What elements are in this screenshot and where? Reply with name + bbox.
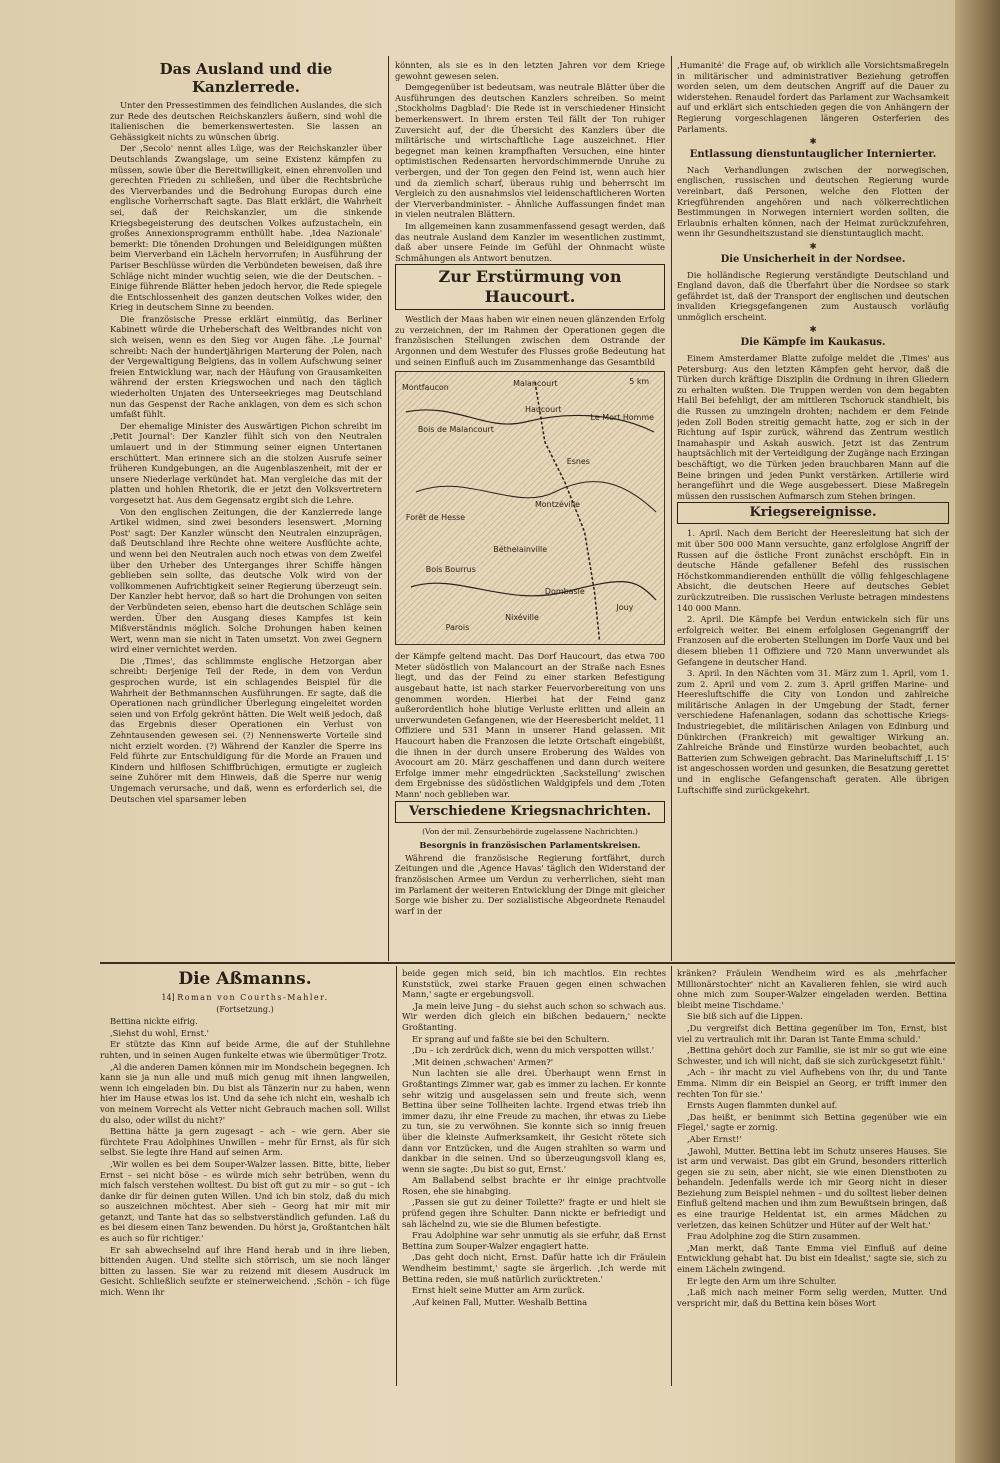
paragraph: ‚Auf keinen Fall, Mutter. Weshalb Bettina bbox=[412, 1296, 588, 1307]
column-rule bbox=[388, 56, 389, 961]
paragraph: ‚Bettina gehört doch zur Familie, sie ist mir so gut wie eine Schwester, und ich will nicht, daß sie sich zurückgesetzt fühlt.' bbox=[677, 1045, 947, 1066]
paragraph: könnten, als sie es in den letzten Jahren vor dem Kriege gewohnt gewesen seien. bbox=[395, 60, 665, 81]
paragraph: Frau Adolphine zog die Stirn zusammen. bbox=[687, 1231, 861, 1242]
subheading: Die Kämpfe im Kaukasus. bbox=[740, 337, 886, 349]
haucourt-title: Zur Erstürmung von Haucourt. bbox=[395, 264, 665, 310]
paragraph: ‚Das heißt, er benimmt sich Bettina gegenüber wie ein Flegel,' sagte er zornig. bbox=[677, 1111, 947, 1133]
paragraph: Im allgemeinen kann zusammenfassend gesagt werden, daß das neutrale Ausland dem Kanzler im wesentlichen zustimmt, daß aber unsere Feinde im Gefühl der Ohnmacht wüste Schmähungen als Antwort benutzen. bbox=[395, 220, 665, 263]
paragraph: ‚Das geht doch nicht, Ernst. Dafür hatte ich dir Fräulein Wendheim bestimmt,' sagte sie ärgerlich. ‚Ich werde mit Bettina reden, sie muß natürlich zurücktreten.' bbox=[402, 1252, 666, 1284]
paragraph: Er legte den Arm um ihre Schulter. bbox=[687, 1275, 837, 1286]
map-label: Montzéville bbox=[534, 500, 581, 510]
paragraph: ‚Ach – ihr macht zu viel Aufhebens von ihr, du und Tante Emma. Nimm dir ein Beispiel an Georg, er trifft immer den rechten Ton für sie.' bbox=[677, 1067, 947, 1099]
paragraph: ‚Du – ich zerdrück dich, wenn du mich verspotten willst.' bbox=[412, 1045, 655, 1056]
paragraph: 2. April. Die Kämpfe bei Verdun entwickeln sich für uns erfolgreich weiter. Bei einem erfolglosen Gegenangriff der Franzosen auf die eroberten Stellungen im Dorfe Vaux und bei diesem blieben 11 Offiziere und 720 Mann unverwundet als Gefangene in deutscher Hand. bbox=[677, 614, 949, 667]
paragraph: ‚Mit deinen ‚schwachen' Armen?' bbox=[412, 1056, 554, 1067]
paragraph: Bettina nickte eifrig. bbox=[110, 1016, 198, 1027]
novel-byline bbox=[100, 993, 390, 1004]
map-label: Malancourt bbox=[513, 379, 558, 389]
map-label: Forêt de Hesse bbox=[405, 513, 466, 523]
paragraph: Er stützte das Kinn auf beide Arme, die auf der Stuhllehne ruhten, und in seinen Augen funkelte etwas wie übermütiger Trotz. bbox=[100, 1039, 390, 1060]
map-label: Jouy bbox=[616, 603, 634, 613]
map-label: Dombasle bbox=[544, 587, 585, 597]
kriegsereignisse-title: Kriegsereignisse. bbox=[677, 502, 949, 524]
paragraph: ‚Al die anderen Damen können mir im Mondschein begegnen. Ich kann sie ja nun alle und muß mich genug mit ihnen langweilen, wenn ich eingeladen bin. Du bist als Tänzerin nur zu haben, wenn hier im Hause etwas los ist. Und da sehe ich nicht ein, weshalb ich von meinem Vorrecht als Vetter nicht Gebrauch machen soll. Willst du also, oder willst du nicht?' bbox=[100, 1061, 390, 1125]
paragraph: Während die französische Regierung fortfährt, durch Zeitungen und die ‚Agence Havas' täglich den Widerstand der französischen Armee um Verdun zu verherrlichen, sieht man im Parlament der weiteren Entwicklung der Dinge mit gleicher Sorge wie bisher zu. Der sozialistische Abgeordnete Renaudel warf in der bbox=[395, 852, 665, 916]
paragraph: Ernsts Augen flammten dunkel auf. bbox=[687, 1100, 838, 1111]
paragraph: ‚Aber Ernst!' bbox=[687, 1133, 742, 1144]
paragraph: Von den englischen Zeitungen, die der Kanzlerrede lange Artikel widmen, sind zwei besonders lesenswert. ‚Morning Post' sagt: Der Kanzler wünscht den Neutralen einzuprägen, daß Deutschland ihre Rechte ohne weitere Ausflüchte achte, und wenn bei den Neutralen auch noch etwas von dem Zweifel über den Urheber des Unterganges ihrer Schiffe hängen geblieben sein sollte, das deutsche Volk wird von der vollkommenen Aufrichtigkeit seiner Regierung überzeugt sein. Der Kanzler hebt hervor, daß so hart die Drohungen von seiten der Verbündeten seien, ebenso hart die deutschen Schläge sein werden. Über den Ausgang dieses Kampfes ist kein Mißverständnis möglich. Solche Drohungen haben keinen Wert, wenn man sie nicht in Taten umsetzt. Von zwei Gegnern wird einer vernichtet werden. bbox=[110, 506, 382, 655]
paragraph: Einem Amsterdamer Blatte zufolge meldet die ‚Times' aus Petersburg: Aus den letzten Kämpfen geht hervor, daß die Türken durch kräftige Disziplin die Ordnung in ihren Gliedern zu erhalten wußten. Die Truppen werden von dem begabten Halil Bei befehligt, der am mittleren Tschoruck standhielt, bis die Russen zu umzingeln drohten; nachdem er dem Feinde jeden Zoll Boden streitig gemacht hatte, zog er sich in der Richtung auf Ispir zurück, während das Zentrum westlich Inamahaspir und Askah auswich. Jetzt ist das Zentrum hauptsächlich mit der Verteidigung der Zugänge nach Erzingan beschäftigt, wo die Türken jeden brauchbaren Mann auf die Beine bringen und jeden Punkt verstärken. Artillerie wird herangeführt und die Wege ausgebessert. Diese Maßregeln müssen den russischen Aufmarsch zum Stehen bringen. bbox=[677, 353, 949, 501]
paragraph: ‚Ja mein leive Jung – du siehst auch schon so schwach aus. Wir werden dich gleich ein bißchen bedauern,' neckte Großtanting. bbox=[402, 1000, 666, 1032]
paragraph: 3. April. In den Nächten vom 31. März zum 1. April, vom 1. zum 2. April und vom 2. zum 3. April griffen Marine- und Heeresluftschiffe die City von London und zahlreiche militärische Anlagen in der Umgebung der Stadt, ferner verschiedene Hafenanlagen, sodann das schottische Kriegs-Industriegebiet, die militärischen Anlagen von Edinburg und Dünkirchen (Frankreich) mit gewaltiger Wirkung an. Zahlreiche Brände und Einstürze wurden beobachtet, auch Batterien zum Schweigen gebracht. Das Marineluftschiff ‚L 15' ist angeschossen worden und gesunken, die Besatzung gerettet und in englische Gefangenschaft geraten. Alle übrigen Luftschiffe sind zurückgekehrt. bbox=[677, 668, 949, 795]
column-rule bbox=[671, 56, 672, 961]
novel-continuation: (Fortsetzung.) bbox=[216, 1004, 274, 1014]
paragraph: ‚Man merkt, daß Tante Emma viel Einfluß auf deine Entwicklung gehabt hat. Du bist ein Idealist,' sagte sie, sich zu einem Lächeln zwingend. bbox=[677, 1242, 947, 1275]
paragraph: Nun lachten sie alle drei. Überhaupt wenn Ernst in Großtantings Zimmer war, gab es immer zu lachen. Er konnte sehr witzig und ausgelassen sein und freute sich, wenn Bettina über seine Tollheiten lachte. Irgend etwas trieb ihn immer dazu, ihr eine Freude zu machen, ihr etwas zu Liebe zu tun, sie zu verwöhnen. Sie konnte sich so innig freuen über die kleinste Aufmerksamkeit, ihr Gesicht rötete sich dann vor Entzücken, und die Augen strahlten so warm und dankbar in die seinen. Und so überzeugungsvoll klang es, wenn sie sagte: ‚Du bist so gut, Ernst.' bbox=[402, 1068, 666, 1174]
paragraph: Westlich der Maas haben wir einen neuen glänzenden Erfolg zu verzeichnen, der im Rahmen der Operationen gegen die französischen Stellungen zwischen dem Ostrande der Argonnen und dem Westufer des Flusses große Bedeutung hat und seinen Einfluß auch im Zusammenhange das Gesamtbild bbox=[395, 314, 665, 367]
paragraph: Er sah abwechselnd auf ihre Hand herab und in ihre lieben, bittenden Augen. Und stellte sich störrisch, um sie noch länger bitten zu lassen. Sie war zu reizend mit diesem Ausdruck im Gesicht. Schließlich seufzte er steinerweichend. ‚Schön – ich füge mich. Wenn ihr bbox=[100, 1244, 390, 1298]
paragraph: ‚Humanité' die Frage auf, ob wirklich alle Vorsichtsmaßregeln in militärischer und administrativer Beziehung getroffen worden seien, um dem deutschen Angriff auf die Dauer zu widerstehen. Renaudel fordert das Parlament zur Wachsamkeit auf und erklärt sich entschieden gegen die von Anhängern der Regierung vorgeschlagenen längeren Osterferien des Parlaments. bbox=[677, 60, 949, 134]
paragraph: Die französische Presse erklärt einmütig, das Berliner Kabinett würde die Urheberschaft des Weltbrandes nicht von sich weisen, wenn es den Sieg vor Augen fähe. ‚Le Journal' schreibt: Nach der hundertjährigen Marterung der Polen, nach der Vergewaltigung Belgiens, das in vollem Aufschwung seiner freien Entwicklung war, nach der Häufung von Grausamkeiten während der ersten Kriegswochen und nach den täglich wiederholten Unjaten des Unterseekrieges mag Deutschland nun das Gespenst der Rache anklagen, von dem es sich schon umfaßt fühlt. bbox=[110, 313, 382, 420]
paragraph: Die ‚Times', das schlimmste englische Hetzorgan aber schreibt: Derjenige Teil der Rede, in dem von Verdun gesprochen wurde, ist ein schlagendes Beispiel für die Wahrheit der Bethmannschen Ausführungen. Er sagte, daß die Operationen nach gründlicher Überlegung eingeleitet worden seien und von Erfolg gekrönt hätten. Die Welt weiß jedoch, daß das Ergebnis dieser Operationen ein Verlust von Zehntausenden gewesen sei. (?) Nennenswerte Vorteile sind nicht erzielt worden. (?) Während der Kanzler die Sperre ins Feld führte zur Entschuldigung für die Morde an Frauen und Kindern und hilflosen Schiffbrüchigen, ermutigte er zugleich seine Zuhörer mit dem Hinweis, daß die Sperre nur wenig Ungemach verursache, und daß, wenn es erforderlich sei, die Deutschen viel sparsamer leben bbox=[110, 655, 382, 804]
map-label: Bois Bourrus bbox=[425, 565, 476, 575]
paragraph: Ernst hielt seine Mutter am Arm zurück. bbox=[412, 1285, 585, 1296]
paragraph: ‚Wir wollen es bei dem Souper-Walzer lassen. Bitte, bitte, lieber Ernst – sei nicht böse – es würde mich sehr betrüben, wenn du mich falsch verstehen wolltest. Du bist oft gut zu mir – so gut – ich danke dir für deinen guten Willen. Und ich bin stolz, daß du mich so auszeichnen möchtest. Aber sieh – Georg hat mir mit mir getanzt, und Tante hat das so selbstverständlich gefunden. Laß du es bei diesem einen Tanz bewenden. Du hörst ja, Großtantchen hält es auch so für richtiger.' bbox=[100, 1158, 390, 1244]
paragraph: Sie biß sich auf die Lippen. bbox=[687, 1011, 803, 1022]
novel-column-2 bbox=[402, 968, 666, 1388]
separator-star: ✱ bbox=[809, 240, 817, 251]
paragraph: Frau Adolphine war sehr unmutig als sie erfuhr, daß Ernst Bettina zum Souper-Walzer engagiert hatte. bbox=[402, 1230, 666, 1251]
map-label: Haucourt bbox=[525, 405, 562, 415]
paragraph: Demgegenüber ist bedeutsam, was neutrale Blätter über die Ausführungen des deutschen Kanzlers schreiben. So meint ‚Stockholms Dagblad': Die Rede ist in verschiedener Hinsicht bemerkenswert. In ihrem ersten Teil fällt der Ton ruhiger Zuversicht auf, der die Übersicht des Kanzlers über die militärische und wirtschaftliche Lage auszeichnet. Hier begegnet man keinen krampfhaften Versuchen, eine hinter optimistischen Redensarten hervordschimmernde Unruhe zu verbergen, und der Ton gegen den Feind ist, wenn auch hier und da ziemlich scharf, überaus ruhig und beherrscht im Vergleich zu den ausnahmslos viel leidenschaftlicheren Worten der Vierverbandminister. – Ähnliche Auffassungen findet man in vielen neutralen Blättern. bbox=[395, 82, 665, 220]
battle-map bbox=[395, 371, 665, 645]
paragraph: ‚Du vergreifst dich Bettina gegenüber im Ton, Ernst, bist viel zu vertraulich mit ihr. Daran ist Tante Emma schuld.' bbox=[677, 1022, 947, 1044]
paragraph: 1. April. Nach dem Bericht der Heeresleitung hat sich der mit über 500 000 Mann versuchte, ganz erfolglose Angriff der Russen auf die östliche Front zunächst erschöpft. Ein in deutsche Hände gefallener Befehl des russischen Höchstkommandierenden enthüllt die völlig fehlgeschlagene Absicht, die deutschen Heere auf deutsches Gebiet zurückzutreiben. Die russischen Verluste betragen mindestens 140 000 Mann. bbox=[677, 528, 949, 613]
subheading: Die Unsicherheit in der Nordsee. bbox=[720, 253, 906, 265]
column-rule bbox=[396, 966, 397, 1386]
paragraph: Der ehemalige Minister des Auswärtigen Pichon schreibt im ‚Petit Journal': Der Kanzler fühlt sich von den Neutralen umlauert und in der Stimmung seiner eignen Untertanen erschüttert. Man erinnere sich an die stolzen Ausrufe seiner früheren Kundgebungen, an die Augenblaszenheit, mit der er unsere Niederlage verkündet hat. Man vergleiche das mit der platten und hohlen Rhetorik, die er jetzt den Volksvertretern vorgesetzt hat. Aus dem Gegensatz ergibt sich die Lehre. bbox=[110, 420, 382, 505]
paragraph: ‚Siehst du wohl, Ernst.' bbox=[110, 1027, 209, 1038]
paragraph: beide gegen mich seid, bin ich machtlos. Ein rechtes Kunststück, zwei starke Frauen gegen einen schwachen Mann,' sagte er ergebungsvoll. bbox=[402, 968, 666, 1000]
map-label: Esnes bbox=[566, 457, 590, 467]
separator-star: ✱ bbox=[809, 324, 817, 335]
paragraph: Der ‚Secolo' nennt alles Lüge, was der Reichskanzler über Deutschlands Zwangslage, um seine Existenz kämpfen zu müssen, sowie über die Bereitwilligkeit, einen ehrenvollen und gerechten Frieden zu schließen, und über die Rechtsbrüche des Vierverbandes und die Bedrohung Europas durch eine englische Vorherrschaft sagte. Das Blatt erklärt, die Wahrheit sei, daß der Reichskanzler, um die sinkende Kriegsbegeisterung des deutschen Volkes aufzustacheln, ein großes Annexionsprogramm enthüllt habe. ‚Idea Nazionale' bemerkt: Die tönenden Drohungen und Beleidigungen müßten beim Vierverband ein Lächeln hervorrufen; in Ausführung der Pariser Beschlüsse würden die Verbündeten beweisen, daß ihre Schläge nicht minder wuchtig seien, wie die der Deutschen. – Einige führende Blätter heben jedoch hervor, die Rede spiegele die Entschlossenheit des ganzen deutschen Volkes wider, den Krieg in deutschem Sinne zu beenden. bbox=[110, 143, 382, 313]
novel-number: 14] bbox=[161, 993, 175, 1002]
paragraph: Nach Verhandlungen zwischen der norwegischen, englischen, russischen und deutschen Regierung wurde vereinbart, daß Personen, welche den Flotten der Kriegführenden angehören und nach völkerrechtlichen Bestimmungen in Norwegen interniert worden sollten, die Erlaubnis erhalten können, nach der Heimat zurückzufehren, wenn ihr Gesundheitszustand sie dienstuntauglich macht. bbox=[677, 164, 949, 239]
novel-column-1 bbox=[100, 968, 390, 1388]
column-3 bbox=[677, 60, 949, 960]
kriegsnachrichten-title: Verschiedene Kriegsnachrichten. bbox=[395, 801, 665, 823]
map-label: Parois bbox=[445, 623, 470, 633]
paragraph: kränken? Fräulein Wendheim wird es als ‚mehrfacher Millionärstochter' nicht an Kavalieren fehlen, sie wird auch ohne mich zum Souper-Walzer eingeladen werden. Bettina bleibt meine Tischdame.' bbox=[677, 968, 947, 1010]
column-rule bbox=[671, 966, 672, 1386]
paragraph: Die holländische Regierung verständigte Deutschland und England davon, daß die Überfahrt über die Nordsee so stark gefährdet ist, daß der Transport der englischen und deutschen invaliden Kriegsgefangenen zum Austausch vorläufig unmöglich erscheint. bbox=[677, 269, 949, 322]
map-label: Le Mort Homme bbox=[590, 413, 655, 423]
subheading: Besorgnis in französischen Parlamentskreisen. bbox=[419, 840, 641, 851]
map-label: Montfaucon bbox=[401, 383, 449, 393]
section-rule bbox=[100, 962, 955, 964]
subtitle: (Von der mil. Zensurbehörde zugelassene Nachrichten.) bbox=[422, 826, 638, 836]
novel-title: Die Aßmanns. bbox=[178, 969, 312, 989]
paragraph: ‚Laß mich nach meiner Form selig werden, Mutter. Und verspricht mir, daß du Bettina kein böses Wort bbox=[677, 1287, 947, 1308]
paragraph: ‚Jawohl, Mutter. Bettina lebt im Schutz unseres Hauses. Sie ist arm und verwaist. Das gibt ein Grund, besonders ritterlich gegen sie zu sein, aber nicht, sie wie einen Dienstboten zu behandeln. Jedenfalls werde ich mir Georg nicht in dieser Beziehung zum Beispiel nehmen – und du solltest lieber deinen Einfluß geltend machen und ihm zum Bewußtsein bringen, daß es eine traurige Heldentat ist, ein armes Mädchen zu verletzen, das keinen Schützer und Hüter auf der Welt hat.' bbox=[677, 1145, 947, 1230]
paragraph: Unter den Pressestimmen des feindlichen Auslandes, die sich zur Rede des deutschen Reichskanzlers äußern, sind wohl die italienischen die bemerkenswertesten. Sie lassen an Gehässigkeit nichts zu wünschen übrig. bbox=[110, 100, 382, 142]
column-1 bbox=[110, 60, 382, 960]
paragraph: ‚Passen sie gut zu deiner Toilette?' fragte er und hielt sie prüfend gegen ihre Schulter. Dann nickte er befriedigt und sah lächelnd zu, wie sie die Blumen befestigte. bbox=[402, 1197, 666, 1229]
paragraph: der Kämpfe geltend macht. Das Dorf Haucourt, das etwa 700 Meter südöstlich von Malancourt an der Straße nach Esnes liegt, und das der Feind zu einer starken Befestigung ausgebaut hatte, ist nach starker Feuervorbereitung von uns genommen worden. Hierbei hat der Feind ganz außerordentlich hohe blutige Verluste erlitten und allein an unverwundeten Gefangenen, wie der Heeresbericht meldet, 11 Offiziere und 531 Mann in unserer Hand gelassen. Mit Haucourt haben die Franzosen die letzte Ortschaft eingebüßt, die ihnen in der durch unsere Eroberung des Waldes von Avocourt am 20. März geschaffenen und dann durch weitere Erfolge immer mehr eingedrückten ‚Sackstellung' zwischen dem Ergebnisse des südöstlichen Waldgipfels und dem ‚Toten Mann' noch geblieben war. bbox=[395, 651, 665, 799]
novel-author: Roman von Courths-Mahler. bbox=[177, 993, 329, 1002]
novel-column-3 bbox=[677, 968, 947, 1388]
map-label: Bois de Malancourt bbox=[417, 425, 494, 435]
paragraph: Am Ballabend selbst brachte er ihr einige prachtvolle Rosen, ehe sie hinabging. bbox=[402, 1175, 666, 1196]
article-title: Das Ausland und die Kanzlerrede. bbox=[159, 60, 333, 96]
column-2 bbox=[395, 60, 665, 960]
page-binding-edge bbox=[955, 0, 1000, 1463]
map-label: Béthelainville bbox=[493, 545, 548, 555]
separator-star: ✱ bbox=[809, 136, 817, 147]
map-label: Nixéville bbox=[505, 613, 539, 623]
map-scale: 5 km bbox=[629, 377, 650, 387]
paragraph: Bettina hätte ja gern zugesagt – ach – wie gern. Aber sie fürchtete Frau Adolphines Unwillen – mehr für Ernst, als für sich selbst. Sie legte ihre Hand auf seinen Arm. bbox=[100, 1126, 390, 1158]
paragraph: Er sprang auf und faßte sie bei den Schultern. bbox=[412, 1033, 610, 1044]
subheading: Entlassung dienstuntauglicher Internierter. bbox=[689, 148, 937, 160]
